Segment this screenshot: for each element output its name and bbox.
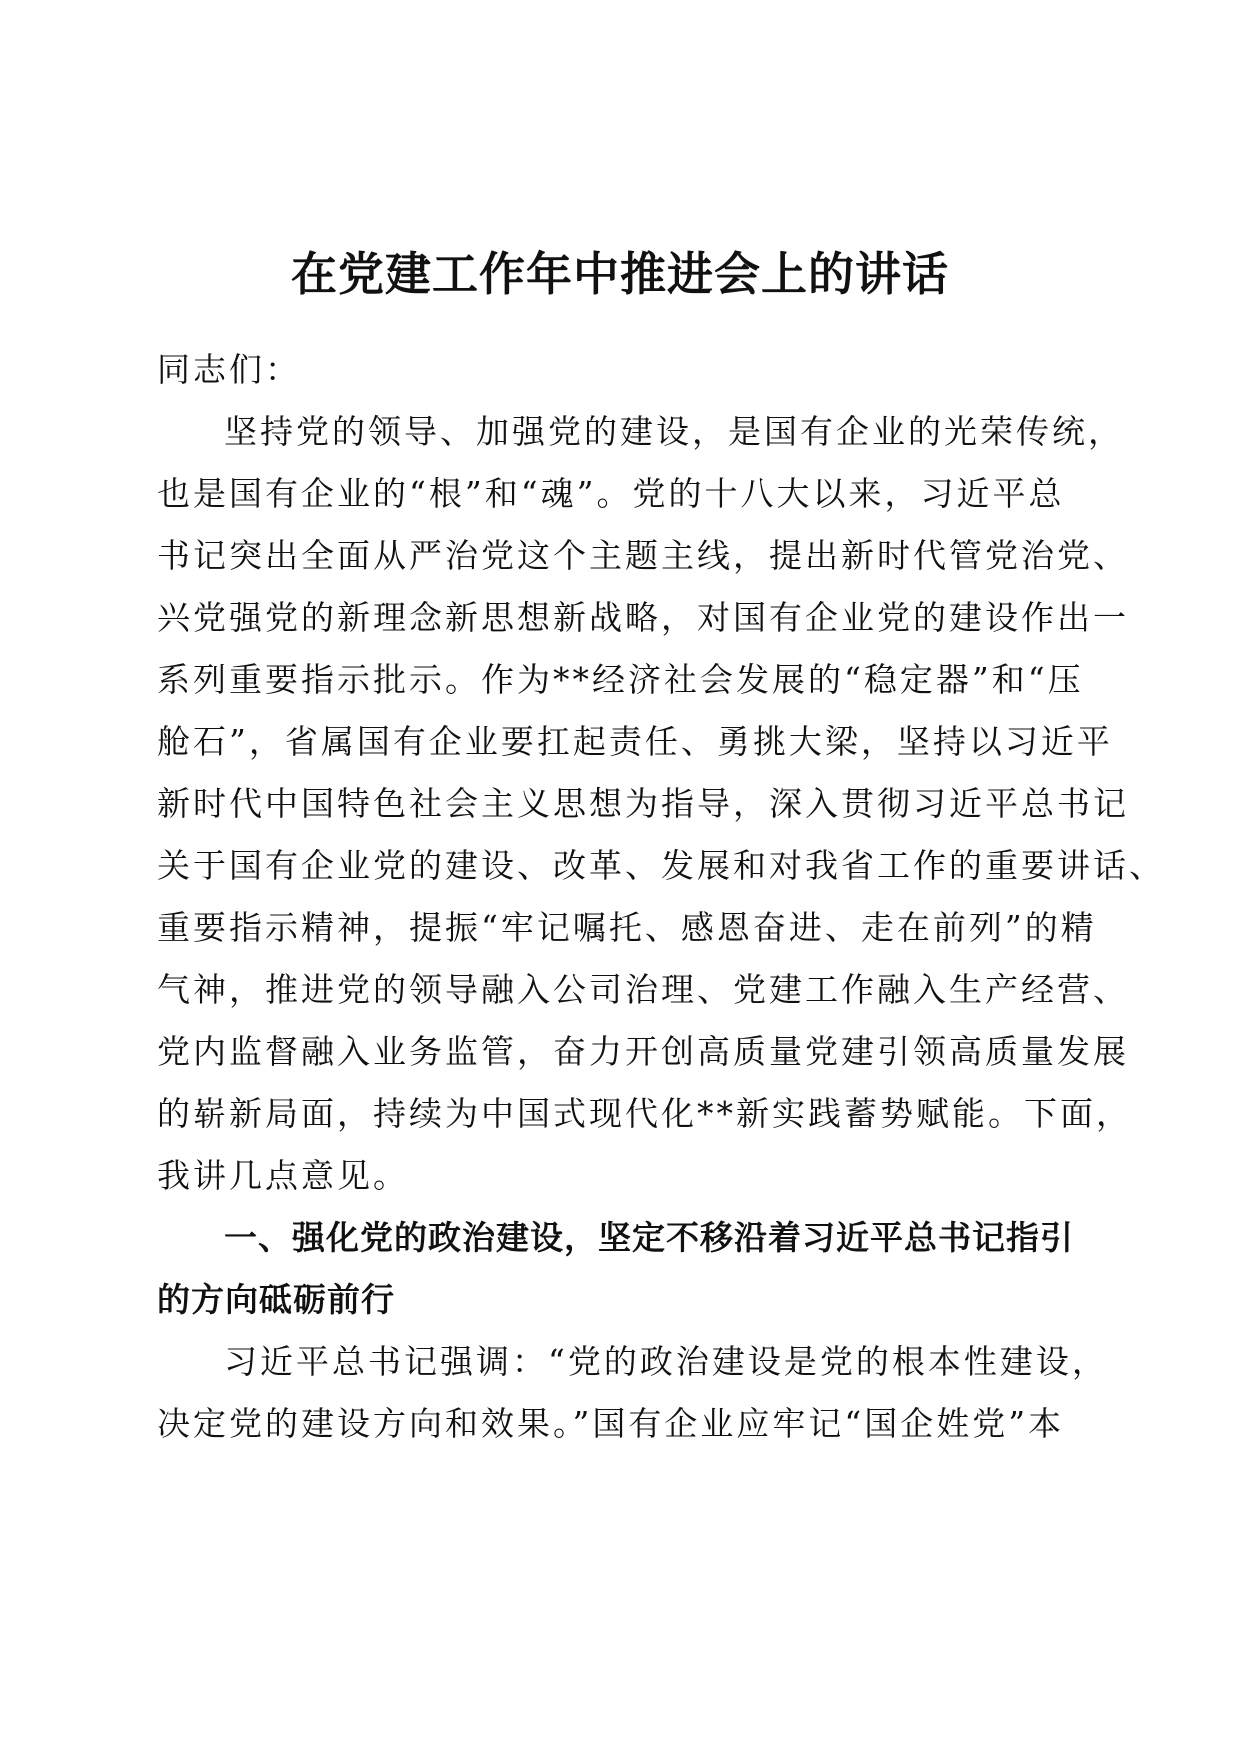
paragraph-line: 书记突出全面从严治党这个主题主线，提出新时代管党治党、 (157, 536, 1129, 575)
paragraph-line: 也是国有企业的“根”和“魂”。党的十八大以来，习近平总 (157, 474, 1065, 513)
paragraph-line: 新时代中国特色社会主义思想为指导，深入贯彻习近平总书记 (157, 784, 1129, 823)
paragraph-line: 关于国有企业党的建设、改革、发展和对我省工作的重要讲话、 (157, 846, 1165, 885)
heading-line: 的方向砥砺前行 (157, 1280, 395, 1319)
paragraph-line: 习近平总书记强调：“党的政治建设是党的根本性建设， (224, 1342, 1108, 1381)
document-title: 在党建工作年中推进会上的讲话 (291, 247, 949, 301)
paragraph-line: 我讲几点意见。 (157, 1156, 409, 1195)
paragraph-line: 决定党的建设方向和效果。”国有企业应牢记“国企姓党”本 (157, 1404, 1065, 1443)
paragraph-line: 兴党强党的新理念新思想新战略，对国有企业党的建设作出一 (157, 598, 1129, 637)
paragraph-line: 坚持党的领导、加强党的建设，是国有企业的光荣传统， (224, 412, 1124, 451)
paragraph-line: 系列重要指示批示。作为**经济社会发展的“稳定器”和“压 (157, 660, 1084, 699)
paragraph-line: 舱石”，省属国有企业要扛起责任、勇挑大梁，坚持以习近平 (157, 722, 1113, 761)
paragraph-line: 党内监督融入业务监管，奋力开创高质量党建引领高质量发展 (157, 1032, 1129, 1071)
paragraph-line: 重要指示精神，提振“牢记嘱托、感恩奋进、走在前列”的精 (157, 908, 1097, 947)
paragraph-line: 的崭新局面，持续为中国式现代化**新实践蓄势赋能。下面， (157, 1094, 1132, 1133)
heading-line: 一、强化党的政治建设，坚定不移沿着习近平总书记指引 (224, 1218, 1074, 1257)
paragraph-line: 气神，推进党的领导融入公司治理、党建工作融入生产经营、 (157, 970, 1129, 1009)
salutation: 同志们： (157, 350, 301, 389)
